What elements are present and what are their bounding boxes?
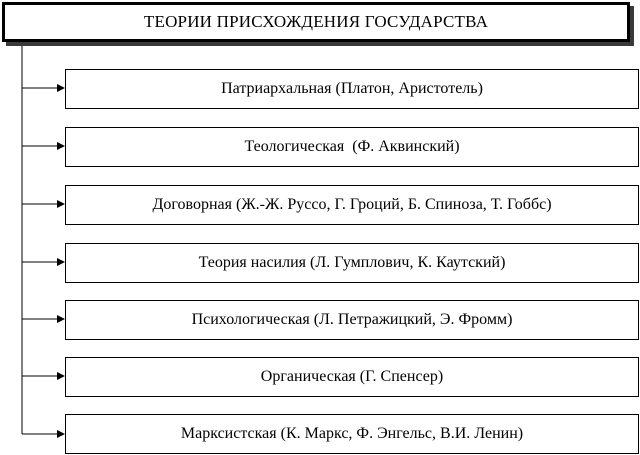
theory-box-violence bbox=[65, 243, 639, 283]
theory-box-psychological bbox=[65, 300, 639, 340]
theory-label-contractual: Договорная (Ж.-Ж. Руссо, Г. Гроций, Б. Спиноза, Т. Гоббс) bbox=[152, 196, 552, 213]
theory-label-marxist: Марксистская (К. Маркс, Ф. Энгельс, В.И. Ленин) bbox=[180, 425, 524, 442]
theory-label-psychological: Психологическая (Л. Петражицкий, Э. Фромм) bbox=[191, 311, 513, 328]
theory-box-organic bbox=[65, 357, 639, 397]
diagram-title: ТЕОРИИ ПРИСХОЖДЕНИЯ ГОСУДАРСТВА bbox=[143, 12, 489, 31]
theory-label-patriarchal: Патриархальная (Платон, Аристотель) bbox=[221, 80, 483, 97]
theory-box-theological bbox=[65, 127, 639, 167]
theory-label-organic: Органическая (Г. Спенсер) bbox=[260, 368, 444, 385]
theory-box-marxist bbox=[65, 414, 639, 454]
theory-label-violence: Теория насилия (Л. Гумплович, К. Каутский) bbox=[198, 254, 506, 271]
theory-box-contractual bbox=[65, 185, 639, 225]
theory-label-theological: Теологическая (Ф. Аквинский) bbox=[244, 138, 460, 155]
theory-box-patriarchal bbox=[65, 69, 639, 109]
